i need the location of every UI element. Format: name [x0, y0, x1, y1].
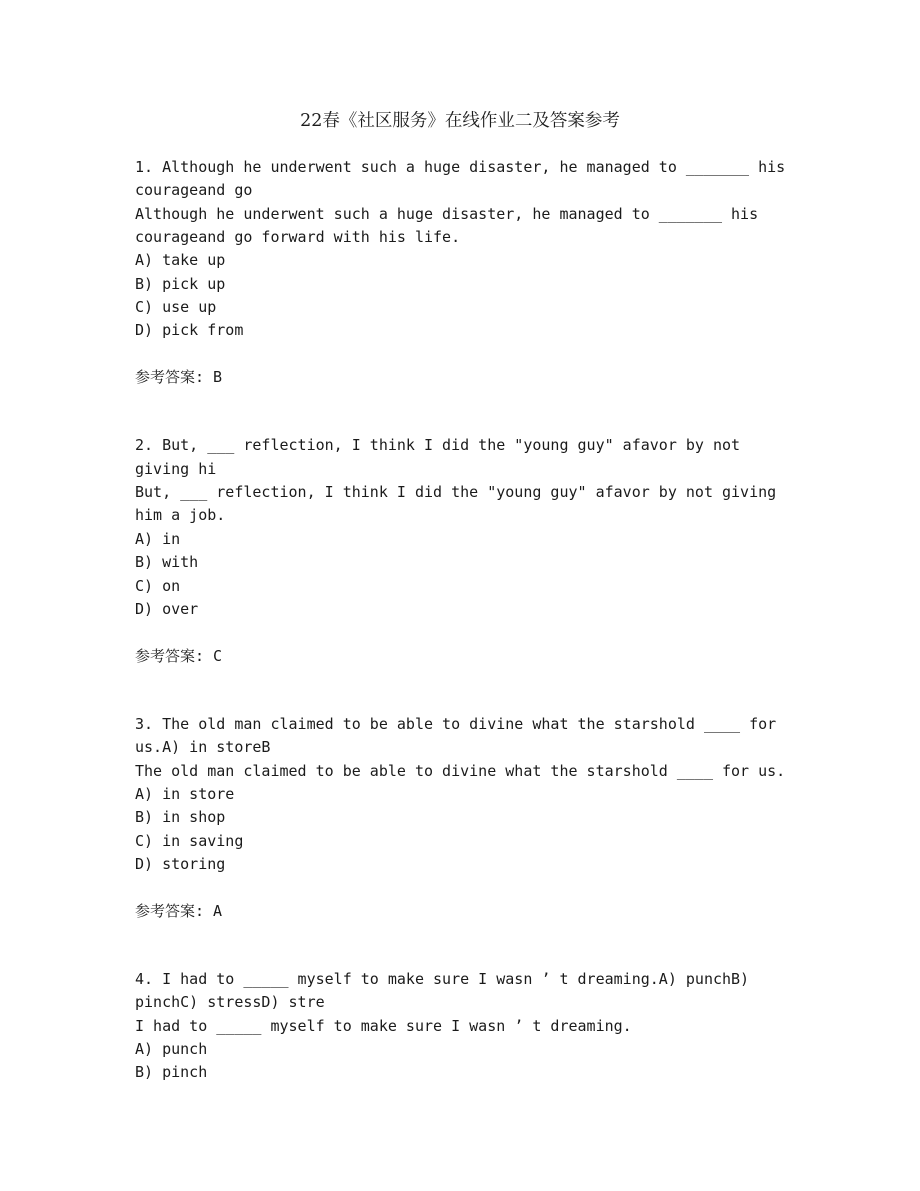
- option-b: B) pinch: [135, 1063, 208, 1082]
- question-text-line: 3. The old man claimed to be able to divine what the starshold ____ for: [135, 714, 777, 733]
- reference-answer: 参考答案: A: [135, 901, 223, 920]
- reference-answer: 参考答案: C: [135, 646, 223, 665]
- question-text-line: pinchC) stressD) stre: [135, 993, 325, 1012]
- option-b: B) pick up: [135, 274, 226, 293]
- question-1: [135, 156, 790, 389]
- option-a: A) punch: [135, 1040, 208, 1058]
- option-c: C) use up: [135, 298, 217, 317]
- option-c: C) on: [135, 576, 181, 595]
- question-text-line: 2. But, ___ reflection, I think I did the "young guy" afavor by not: [135, 436, 741, 455]
- option-d: D) storing: [135, 854, 226, 873]
- question-3: [135, 713, 790, 923]
- page-title: 22春《社区服务》在线作业二及答案参考: [300, 111, 620, 131]
- option-a: A) in store: [135, 784, 235, 803]
- question-text-line: I had to _____ myself to make sure I wasn ’ t dreaming.: [135, 1016, 632, 1035]
- option-a: A) in: [135, 529, 181, 548]
- option-c: C) in saving: [135, 831, 244, 850]
- option-b: B) in shop: [135, 808, 226, 827]
- question-text-line: courageand go: [135, 181, 253, 200]
- option-d: D) over: [135, 599, 199, 618]
- question-text-line: him a job.: [135, 506, 226, 525]
- option-d: D) pick from: [135, 321, 244, 340]
- question-text-line: The old man claimed to be able to divine what the starshold ____ for us.: [135, 761, 786, 780]
- question-text-line: Although he underwent such a huge disaster, he managed to _______ his: [135, 204, 759, 223]
- option-b: B) with: [135, 553, 199, 572]
- question-2: [135, 434, 790, 667]
- document-body: [0, 156, 920, 1085]
- question-text-line: 4. I had to _____ myself to make sure I wasn ’ t dreaming.A) punchB): [135, 969, 750, 988]
- question-text-line: But, ___ reflection, I think I did the "young guy" afavor by not giving: [135, 483, 777, 502]
- option-a: A) take up: [135, 251, 226, 270]
- question-text-line: us.A) in storeB: [135, 738, 271, 757]
- question-text-line: courageand go forward with his life.: [135, 228, 461, 247]
- question-4: [135, 968, 790, 1085]
- reference-answer: 参考答案: B: [135, 368, 223, 387]
- question-text-line: 1. Although he underwent such a huge disaster, he managed to _______ his: [135, 158, 786, 176]
- question-text-line: giving hi: [135, 459, 217, 478]
